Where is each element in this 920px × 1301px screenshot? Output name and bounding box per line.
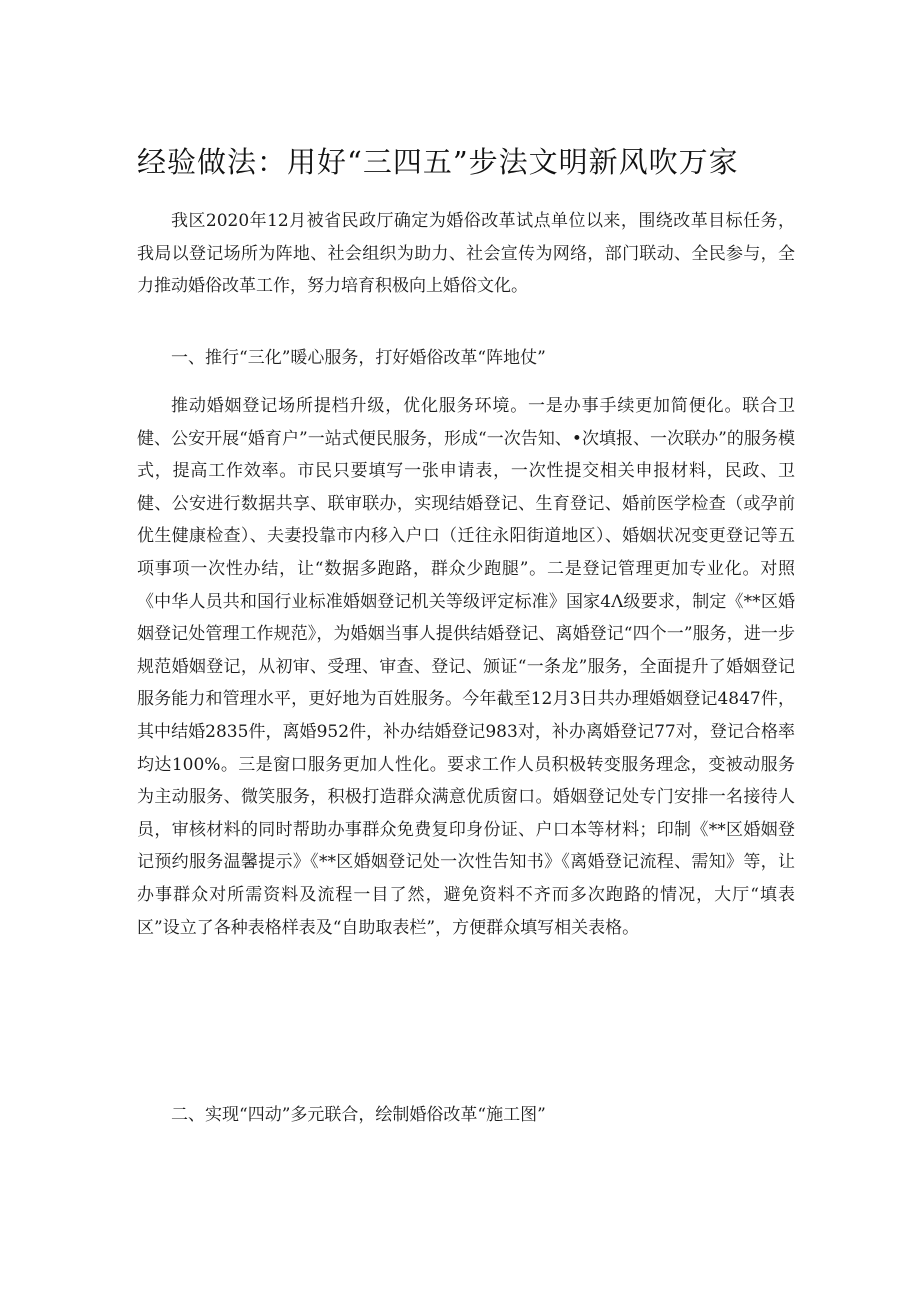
intro-paragraph: 我区2020年12月被省民政厅确定为婚俗改革试点单位以来，围绕改革目标任务，我局以登记场所为阵地、社会组织为助力、社会宣传为网络，部门联动、全民参与，全力推动婚俗改革工作，努力培育积极向上婚俗文化。 [137, 211, 795, 297]
section-heading-1: 一、推行“三化”暖心服务，打好婚俗改革“阵地仗” [171, 348, 546, 368]
section-heading-2: 二、实现“四动”多元联合，绘制婚俗改革“施工图” [171, 1105, 546, 1125]
section-body-1: 推动婚姻登记场所提档升级，优化服务环境。一是办事手续更加简便化。联合卫健、公安开展“婚育户”一站式便民服务，形成“一次告知、•次填报、一次联办”的服务模式，提高工作效率。市民只要填写一张申请表，一次性提交相关申报材料，民政、卫健、公安进行数据共享、联审联办，实现结婚登记、生育登记、婚前医学检查（或孕前优生健康检查）、夫妻投靠市内移入户口（迁往永阳街道地区）、婚姻状况变更登记等五项事项一次性办结，让“数据多跑路，群众少跑腿”。二是登记管理更加专业化。对照《中华人员共和国行业标准婚姻登记机关等级评定标准》国家4Λ级要求，制定《**区婚姻登记处管理工作规范》，为婚姻当事人提供结婚登记、离婚登记“四个一”服务，进一步规范婚姻登记，从初审、受理、审查、登记、颁证“一条龙”服务，全面提升了婚姻登记服务能力和管理水平，更好地为百姓服务。今年截至12月3日共办理婚姻登记4847件，其中结婚2835件，离婚952件，补办结婚登记983对，补办离婚登记77对，登记合格率均达100%。三是窗口服务更加人性化。要求工作人员积极转变服务理念，变被动服务为主动服务、微笑服务，积极打造群众满意优质窗口。婚姻登记处专门安排一名接待人员，审核材料的同时帮助办事群众免费复印身份证、户口本等材料；印制《**区婚姻登记预约服务温馨提示》《**区婚姻登记处一次性告知书》《离婚登记流程、需知》等，让办事群众对所需资料及流程一目了然，避免资料不齐而多次跑路的情况，大厅“填表区”设立了各种表格样表及“自助取表栏”，方便群众填写相关表格。 [137, 396, 795, 938]
document-title: 经验做法：用好“三四五”步法文明新风吹万家 [137, 145, 739, 179]
